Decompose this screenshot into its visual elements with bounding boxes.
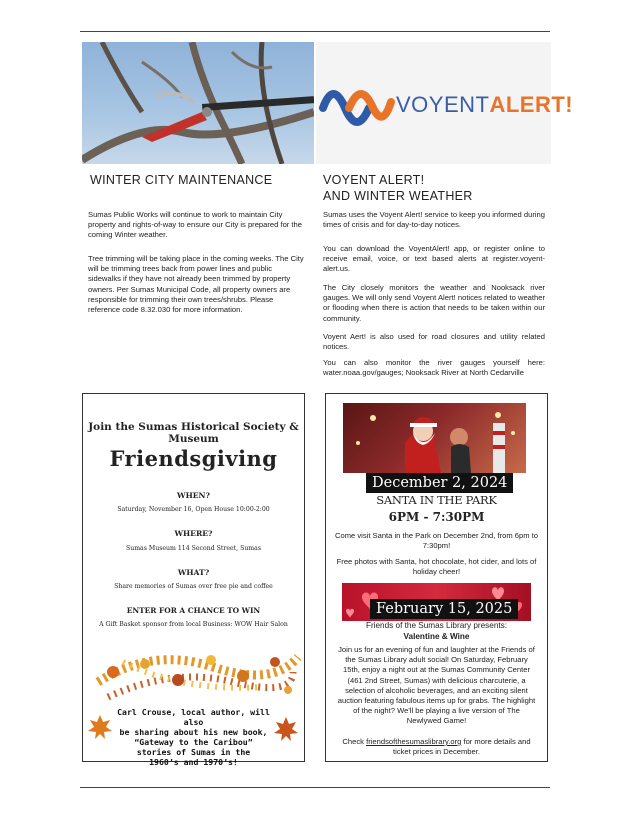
autumn-leaves-decoration [83, 642, 304, 712]
alert-brand-text: ALERT! [489, 92, 574, 117]
where-value: Sumas Museum 114 Second Street, Sumas [125, 545, 262, 552]
contest-heading: ENTER FOR A CHANCE TO WIN [126, 606, 261, 615]
what-label: WHAT? [177, 568, 210, 577]
voyent-heading-line2: AND WINTER WEATHER [323, 189, 473, 203]
friendsgiving-title: Friendsgiving [109, 446, 278, 471]
voyent-alert-logo [316, 42, 574, 164]
friends-library-link[interactable]: friendsofthesumaslibrary.org [366, 737, 462, 746]
top-rule [80, 31, 550, 32]
santa-paragraph-2: Free photos with Santa, hot chocolate, hot cider, and lots of holiday cheer! [336, 557, 537, 577]
pruning-shears-illustration [82, 42, 314, 164]
voyent-wave-icon [319, 78, 399, 138]
author-line-1: Carl Crouse, local author, will also [117, 707, 270, 727]
author-line-4: stories of Sumas in the [136, 747, 251, 757]
valentine-presents: Friends of the Sumas Library presents: [365, 621, 508, 630]
prize-text: A Gift Basket sponsor from local Business: WOW Hair Salon [99, 621, 288, 628]
when-label: WHEN? [177, 491, 210, 500]
maintenance-paragraph-1: Sumas Public Works will continue to work to maintain City property and rights-of-way to ensure our City is prepared for the coming Winter weather. [88, 210, 302, 240]
voyent-paragraph-2: You can download the VoyentAlert! app, or register online to receive email, voice, or text based alerts at register.voyent-alert.us. [323, 244, 545, 274]
check-text: Check [342, 737, 364, 746]
maintenance-paragraph-2: Tree trimming will be taking place in the coming weeks. The City will be trimming trees back from power lines and public sidewalks if they have not already been trimmed by property owners. Per Sumas Municipal Code, all property owners are responsible for trimming their own trees/shrubs. Please reference code 8.32.030 for more information. [88, 254, 304, 315]
valentine-check-line [336, 737, 537, 757]
winter-maintenance-heading: WINTER CITY MAINTENANCE [90, 173, 273, 187]
friendsgiving-join-line: Join the Sumas Historical Society & Museum [88, 421, 299, 445]
author-line-2: be sharing about his new book, [119, 727, 268, 737]
when-value: Saturday, November 16, Open House 10:00-2:00 [117, 506, 270, 513]
santa-photo [343, 403, 526, 473]
valentine-date-banner: February 15, 2025 [370, 599, 518, 619]
voyent-paragraph-5: You can also monitor the river gauges yourself here: water.noaa.gov/gauges; Nooksack River at North Cedarville [323, 358, 545, 378]
santa-paragraph-1: Come visit Santa in the Park on December 2nd, from 6pm to 7:30pm! [334, 531, 538, 551]
voyent-brand-text: VOYENT [396, 92, 490, 117]
voyent-paragraph-3: The City closely monitors the weather and Nooksack river gauges. We will only send Voyent Alert! notices related to weather or flooding when there is action that needs to be taken within our community. [323, 283, 545, 323]
santa-title: SANTA IN THE PARK [376, 493, 497, 507]
bottom-rule [80, 787, 550, 788]
santa-time: 6PM - 7:30PM [388, 510, 485, 524]
voyent-paragraph-4: Voyent Aert! is also used for road closures and utility related notices. [323, 332, 545, 352]
tree-trimming-photo [82, 42, 314, 164]
events-flyer [325, 393, 548, 762]
author-line-3: “Gateway to the Caribou” [134, 737, 253, 747]
voyent-paragraph-1: Sumas uses the Voyent Alert! service to keep you informed during times of crisis and for day-to-day notices. [323, 210, 545, 230]
author-note [107, 707, 280, 767]
where-label: WHERE? [174, 529, 213, 538]
what-value: Share memories of Sumas over free pie and coffee [114, 583, 273, 590]
valentine-title: Valentine & Wine [403, 632, 470, 641]
valentine-paragraph: Join us for an evening of fun and laughter at the Friends of the Sumas Library adult social! On Saturday, February 15th, enjoy a night out at the Sumas Community Center (461 2nd Street, Sumas) with delicious charcuterie, a selection of alcoholic beverages, and an exciting silent auction featuring fabulous items up for grabs. The highlight of the night? We'll be playing a live version of The Newlywed Game! [337, 645, 536, 726]
santa-date-banner: December 2, 2024 [366, 473, 513, 493]
voyent-heading-line1: VOYENT ALERT! [323, 173, 425, 187]
friendsgiving-flyer [82, 393, 305, 767]
santa-illustration [343, 403, 526, 473]
author-line-5: 1960’s and 1970’s! [149, 757, 238, 767]
check-after-text: for more details and ticket prices in December. [393, 737, 531, 757]
